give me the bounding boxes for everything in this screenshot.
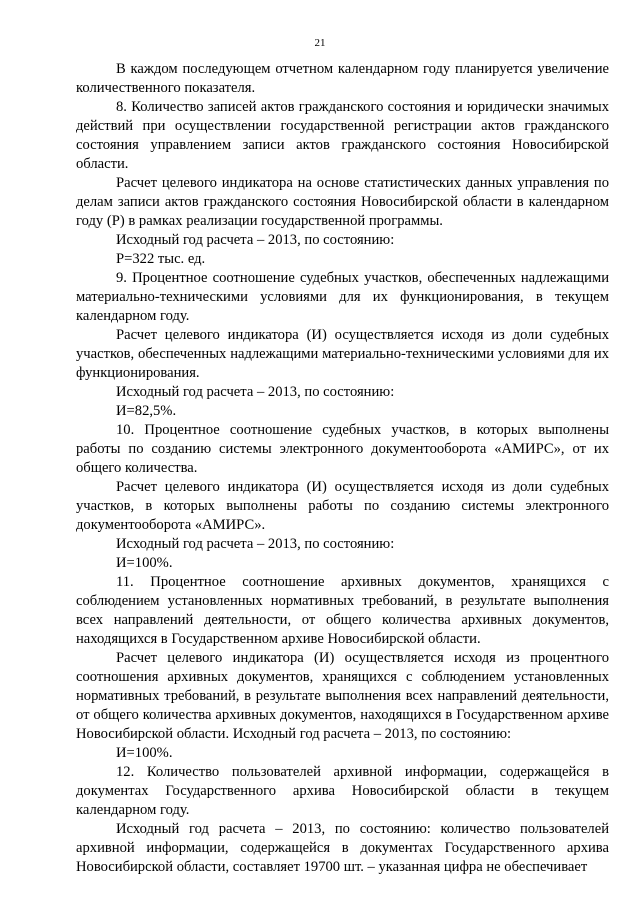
paragraph: Расчет целевого индикатора на основе статистических данных управления по делам записи актов гражданского состояния Новосибирской области в календарном году (Р) в рамках реализации государственной программы. [76,175,609,229]
paragraph: 10. Процентное соотношение судебных участков, в которых выполнены работы по созданию системы электронного документооборота «АМИРС», от их общего количества. [76,422,609,476]
paragraph: И=100%. [116,555,173,571]
paragraph: Исходный год расчета – 2013, по состоянию: [116,536,395,552]
document-body [76,60,609,877]
paragraph: Расчет целевого индикатора (И) осуществляется исходя из доли судебных участков, обеспеченных надлежащими материально-техническими условиями для их функционирования. [76,327,609,381]
paragraph: Р=322 тыс. ед. [116,251,206,267]
paragraph: Расчет целевого индикатора (И) осуществляется исходя из процентного соотношения архивных документов, хранящихся с соблюдением установленных нормативных требований, в результате выполнения всех направлений деятельности, от общего количества архивных документов, находящихся в Государственном архиве Новосибирской области. Исходный год расчета – 2013, по состоянию: [76,650,609,742]
paragraph: Исходный год расчета – 2013, по состоянию: [116,232,395,248]
paragraph: 8. Количество записей актов гражданского состояния и юридически значимых действий при осуществлении государственной регистрации актов гражданского состояния управлением записи актов гражданского состояния Новосибирской области. [76,99,609,172]
paragraph: 12. Количество пользователей архивной информации, содержащейся в документах Государственного архива Новосибирской области в текущем календарном году. [76,764,609,818]
paragraph: 11. Процентное соотношение архивных документов, хранящихся с соблюдением установленных нормативных требований, в результате выполнения всех направлений деятельности, от общего количества архивных документов, находящихся в Государственном архиве Новосибирской области. [76,574,609,647]
paragraph: И=100%. [116,745,173,761]
paragraph: 9. Процентное соотношение судебных участков, обеспеченных надлежащими материально-техническими условиями для их функционирования, в текущем календарном году. [76,270,609,324]
paragraph: В каждом последующем отчетном календарном году планируется увеличение количественного показателя. [76,61,609,96]
paragraph: Исходный год расчета – 2013, по состоянию: количество пользователей архивной информации, содержащейся в документах Государственного архива Новосибирской области, составляет 19700 шт. – указанная цифра не обеспечивает [76,821,609,875]
paragraph: Исходный год расчета – 2013, по состоянию: [116,384,395,400]
page-number: 21 [314,37,326,49]
paragraph: И=82,5%. [116,403,177,419]
paragraph: Расчет целевого индикатора (И) осуществляется исходя из доли судебных участков, в которых выполнены работы по созданию системы электронного документооборота «АМИРС». [76,479,609,533]
